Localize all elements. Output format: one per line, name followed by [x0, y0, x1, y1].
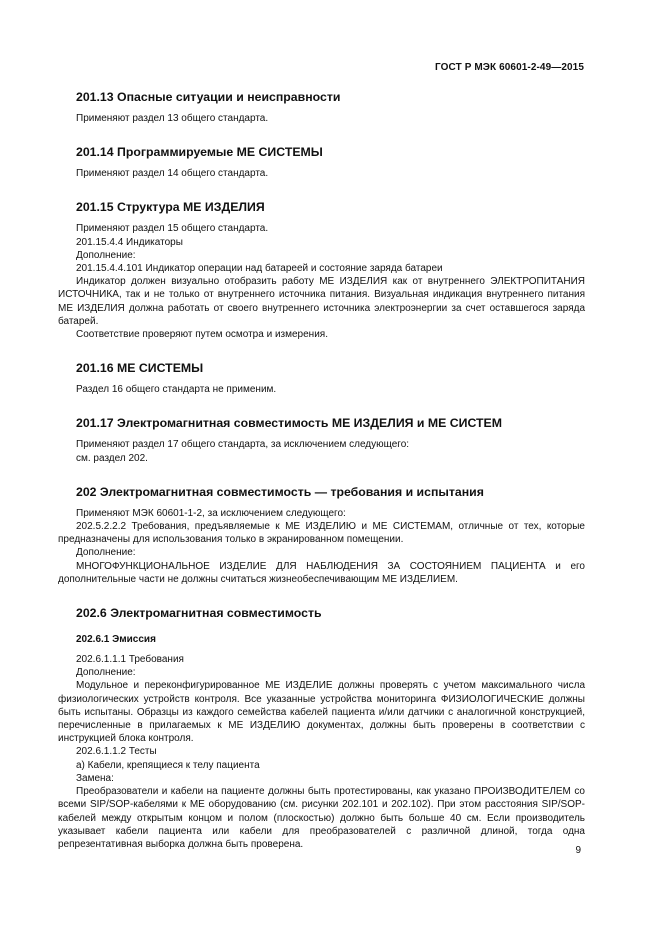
section-heading: 201.16 МЕ СИСТЕМЫ — [76, 361, 204, 376]
section-heading: 201.15 Структура МЕ ИЗДЕЛИЯ — [76, 200, 265, 215]
paragraph: Преобразователи и кабели на пациенте должны быть протестированы, как указано ПРОИЗВОДИТЕЛЕМ со всеми SIP/SOP-кабелями к МЕ оборудованию (см. рисунки 202.101 и 202.102). При этом расстояния SIP/SOP-кабелей между открытым концом и полом (плоскостью) должно быть больше 40 см. Если производитель указывает кабели пациента или кабели для преобразователей с различной длиной, тогда одна репрезентативная выборка должна быть проверена. — [58, 786, 585, 850]
paragraph: Дополнение: — [76, 249, 136, 261]
paragraph: Дополнение: — [76, 547, 136, 559]
section-201-17 — [58, 416, 585, 464]
subsection-heading: 202.6.1 Эмиссия — [76, 634, 156, 646]
paragraph: Раздел 16 общего стандарта не применим. — [76, 384, 277, 396]
section-201-14 — [58, 145, 585, 180]
paragraph: Модульное и переконфигурированное МЕ ИЗДЕЛИЕ должны проверять с учетом максимального числа физиологических устройств контроля. Все указанные устройства мониторинга ФИЗИОЛОГИЧЕСКИЕ должны быть испытаны. Образцы из каждого семейства кабелей пациента и/или датчики с аналогичной конструкцией, перечисленные в прилагаемых к МЕ ИЗДЕЛИЮ документах, должны быть проверены в соответствии с инструкцией блока контроля. — [58, 680, 585, 745]
paragraph: Дополнение: — [76, 667, 136, 679]
paragraph: Применяют раздел 13 общего стандарта. — [76, 113, 269, 124]
section-202-6 — [58, 606, 585, 851]
section-201-16 — [58, 361, 585, 396]
section-heading: 201.17 Электромагнитная совместимость МЕ ИЗДЕЛИЯ и МЕ СИСТЕМ — [76, 416, 502, 431]
section-201-13 — [58, 90, 585, 125]
paragraph: МНОГОФУНКЦИОНАЛЬНОЕ ИЗДЕЛИЕ ДЛЯ НАБЛЮДЕНИЯ ЗА СОСТОЯНИЕМ ПАЦИЕНТА и его дополнительные части не должны считаться жизнеобеспечивающим МЕ ИЗДЕЛИЕМ. — [58, 560, 585, 585]
paragraph: Применяют раздел 17 общего стандарта, за исключением следующего: — [76, 439, 410, 451]
document-body — [58, 90, 585, 851]
clause-number: 201.15.4.4.101 Индикатор операции над батареей и состояние заряда батареи — [76, 263, 443, 275]
section-201-15 — [58, 200, 585, 341]
clause-number: 202.6.1.1.1 Требования — [76, 654, 184, 666]
paragraph: Применяют раздел 14 общего стандарта. — [76, 168, 269, 180]
section-202 — [58, 485, 585, 586]
paragraph: Применяют раздел 15 общего стандарта. — [76, 223, 269, 235]
clause-number: 202.6.1.1.2 Тесты — [76, 746, 157, 758]
section-heading: 202.6 Электромагнитная совместимость — [76, 606, 322, 621]
paragraph: Соответствие проверяют путем осмотра и измерения. — [76, 329, 328, 341]
section-heading: 201.14 Программируемые МЕ СИСТЕМЫ — [76, 145, 323, 160]
paragraph: Применяют МЭК 60601-1-2, за исключением следующего: — [76, 507, 346, 519]
paragraph: 202.5.2.2.2 Требования, предъявляемые к МЕ ИЗДЕЛИЮ и МЕ СИСТЕМАМ, отличные от тех, которые предназначены для использования только в экранированном помещении. — [58, 521, 585, 546]
list-item: а) Кабели, крепящиеся к телу пациента — [76, 759, 260, 771]
paragraph: см. раздел 202. — [76, 452, 148, 464]
document-code: ГОСТ Р МЭК 60601-2-49—2015 — [435, 62, 584, 73]
paragraph: Индикатор должен визуально отобразить работу МЕ ИЗДЕЛИЯ как от внутреннего ЭЛЕКТРОПИТАНИЯ ИСТОЧНИКА, так и не только от внутреннего источника питания. Визуальная индикация внутреннего питания МЕ ИЗДЕЛИЯ должна работать от своего внутреннего источника электроэнергии за счет оставшегося заряда батарей. — [58, 276, 585, 327]
clause-number: 201.15.4.4 Индикаторы — [76, 236, 183, 248]
paragraph: Замена: — [76, 772, 114, 784]
section-heading: 201.13 Опасные ситуации и неисправности — [76, 90, 341, 104]
section-heading: 202 Электромагнитная совместимость — требования и испытания — [76, 484, 484, 499]
page-number: 9 — [575, 845, 581, 856]
